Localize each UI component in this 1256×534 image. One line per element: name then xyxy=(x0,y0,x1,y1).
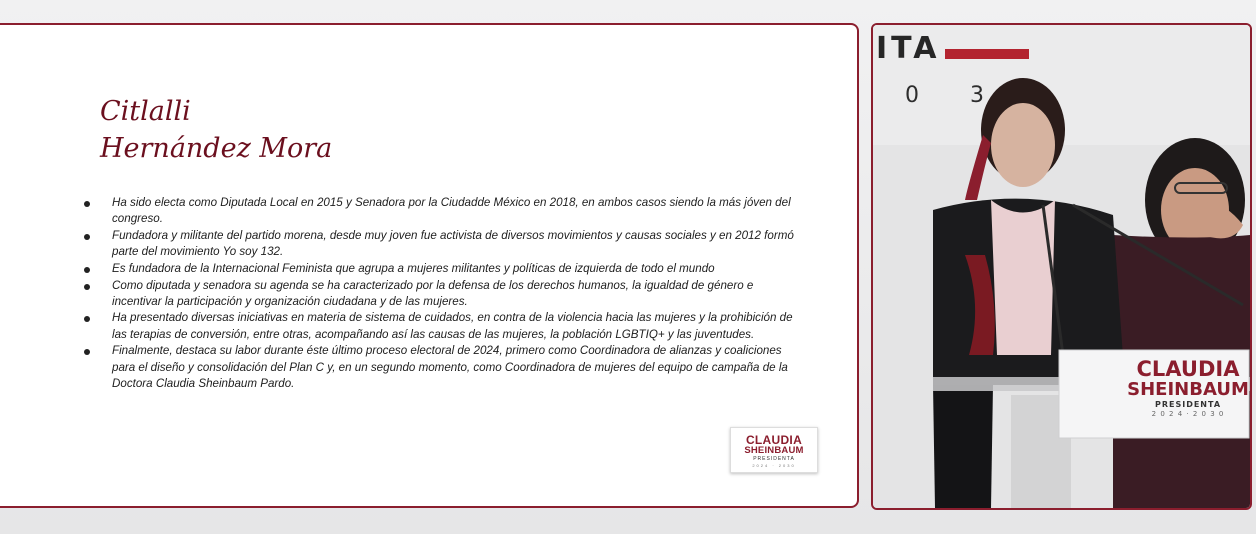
bullet-dot-icon xyxy=(84,349,90,355)
bullet-dot-icon xyxy=(84,267,90,273)
backdrop-text: ITA xyxy=(876,31,941,66)
campaign-logo xyxy=(730,427,818,473)
bullet-dot-icon xyxy=(84,234,90,240)
bullet-text: Ha presentado diversas iniciativas en materia de sistema de cuidados, en contra de la violencia hacia las mujeres y la prohibición de las terapias de conversión, entre otras, acompañando así las causas de las mujeres, la población LGBTIQ+ y las juventudes. xyxy=(112,311,793,341)
bullet-dot-icon xyxy=(84,284,90,290)
podium-line-1: CLAUDIA xyxy=(1136,357,1240,381)
bio-bullet-list xyxy=(82,195,794,392)
bullet-item xyxy=(82,261,794,277)
bullet-item xyxy=(82,310,794,342)
bullet-text: Finalmente, destaca su labor durante éste último proceso electoral de 2024, primero como Coordinadora de alianzas y coaliciones para el diseño y consolidación del Plan C y, en un segundo momento, como Coordinadora de mujeres del equipo de campaña de la Doctora Claudia Sheinbaum Pardo. xyxy=(112,344,788,390)
bullet-text: Ha sido electa como Diputada Local en 2015 y Senadora por la Ciudadde México en 2018, en ambos casos siendo la más jóven del congreso. xyxy=(112,196,791,226)
logo-line-3: PRESIDENTA xyxy=(753,456,795,462)
podium-sign xyxy=(1123,359,1252,419)
podium-line-4: 2 0 2 4 · 2 0 3 0 xyxy=(1151,410,1225,418)
slide-panel xyxy=(0,23,859,508)
bullet-text: Como diputada y senadora su agenda se ha caracterizado por la defensa de los derechos humanos, la igualdad de género e incentivar la participación y organización ciudadana y de las mujeres. xyxy=(112,278,754,308)
bullet-dot-icon xyxy=(84,201,90,207)
backdrop-digits: 0 3 xyxy=(905,83,1006,108)
slide-title xyxy=(100,93,332,167)
logo-line-1: CLAUDIA xyxy=(745,433,803,447)
video-feed-panel[interactable] xyxy=(871,23,1252,510)
logo-line-4: 2024 · 2030 xyxy=(752,463,796,468)
bullet-item xyxy=(82,343,794,392)
bullet-item xyxy=(82,195,794,227)
bullet-item xyxy=(82,228,794,260)
logo-line-2: SHEINBAUM xyxy=(744,445,804,456)
podium-line-3: PRESIDENTA xyxy=(1154,400,1222,409)
podium-line-2: SHEINBAUM xyxy=(1127,379,1249,400)
title-last-name: Hernández Mora xyxy=(100,133,333,164)
bullet-item xyxy=(82,278,794,310)
bullet-text: Fundadora y militante del partido morena, desde muy joven fue activista de diversos movimientos y causas sociales y en 2012 formó parte del movimiento Yo soy 132. xyxy=(112,228,794,259)
title-first-name: Citlalli xyxy=(100,96,191,127)
backdrop-stripe xyxy=(945,49,1029,59)
bullet-dot-icon xyxy=(84,316,90,322)
bullet-text: Es fundadora de la Internacional Feminista que agrupa a mujeres militantes y políticas de izquierda de todo el mundo xyxy=(112,261,715,275)
